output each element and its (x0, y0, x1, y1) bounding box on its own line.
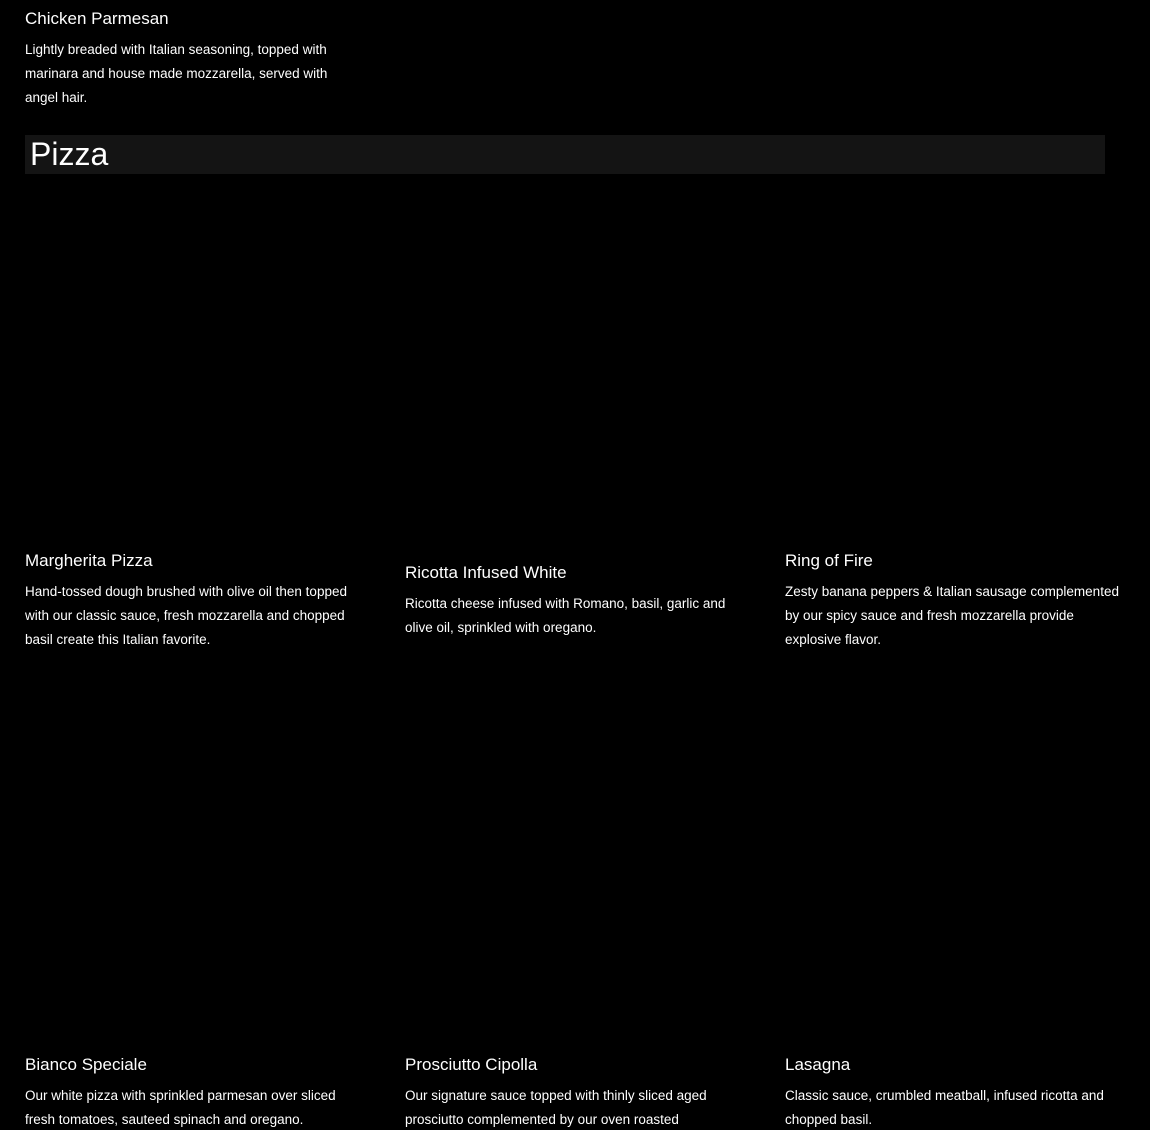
menu-item-title: Prosciutto Cipolla (405, 1055, 538, 1074)
menu-item-bianco-speciale (25, 1054, 360, 1130)
menu-item-title: Margherita Pizza (25, 551, 153, 570)
menu-item-chicken-parmesan (25, 8, 360, 109)
menu-item-image (785, 195, 1120, 535)
menu-item-title: Lasagna (785, 1055, 851, 1074)
menu-item-description: Ricotta cheese infused with Romano, basil, garlic and olive oil, sprinkled with oregano. (405, 596, 726, 635)
menu-item-title: Chicken Parmesan (25, 9, 169, 28)
menu-item-description: Our white pizza with sprinkled parmesan over sliced fresh tomatoes, sauteed spinach and oregano. (25, 1088, 336, 1127)
menu-item-description: Our signature sauce topped with thinly sliced aged prosciutto complemented by our oven roasted (405, 1088, 707, 1127)
menu-item-image (405, 195, 740, 545)
menu-item-image (25, 690, 360, 1040)
menu-item-description: Hand-tossed dough brushed with olive oil then topped with our classic sauce, fresh mozzarella and chopped basil create this Italian favorite. (25, 584, 347, 647)
section-title: Pizza (30, 136, 109, 172)
menu-item-margherita-pizza (25, 550, 360, 651)
menu-item-ring-of-fire (785, 550, 1120, 651)
menu-item-image (405, 690, 740, 1040)
menu-item-image (785, 690, 1120, 1040)
menu-item-ricotta-infused-white (405, 562, 740, 640)
menu-item-title: Ricotta Infused White (405, 563, 567, 582)
menu-item-title: Bianco Speciale (25, 1055, 147, 1074)
menu-item-title: Ring of Fire (785, 551, 873, 570)
menu-item-image (25, 195, 360, 535)
menu-item-prosciutto-cipolla (405, 1054, 740, 1130)
menu-item-description: Lightly breaded with Italian seasoning, topped with marinara and house made mozzarella, served with angel hair. (25, 42, 328, 105)
menu-item-description: Classic sauce, crumbled meatball, infused ricotta and chopped basil. (785, 1088, 1104, 1127)
menu-item-description: Zesty banana peppers & Italian sausage complemented by our spicy sauce and fresh mozzarella provide explosive flavor. (785, 584, 1119, 647)
section-header-pizza (25, 135, 1105, 174)
menu-item-lasagna (785, 1054, 1120, 1130)
